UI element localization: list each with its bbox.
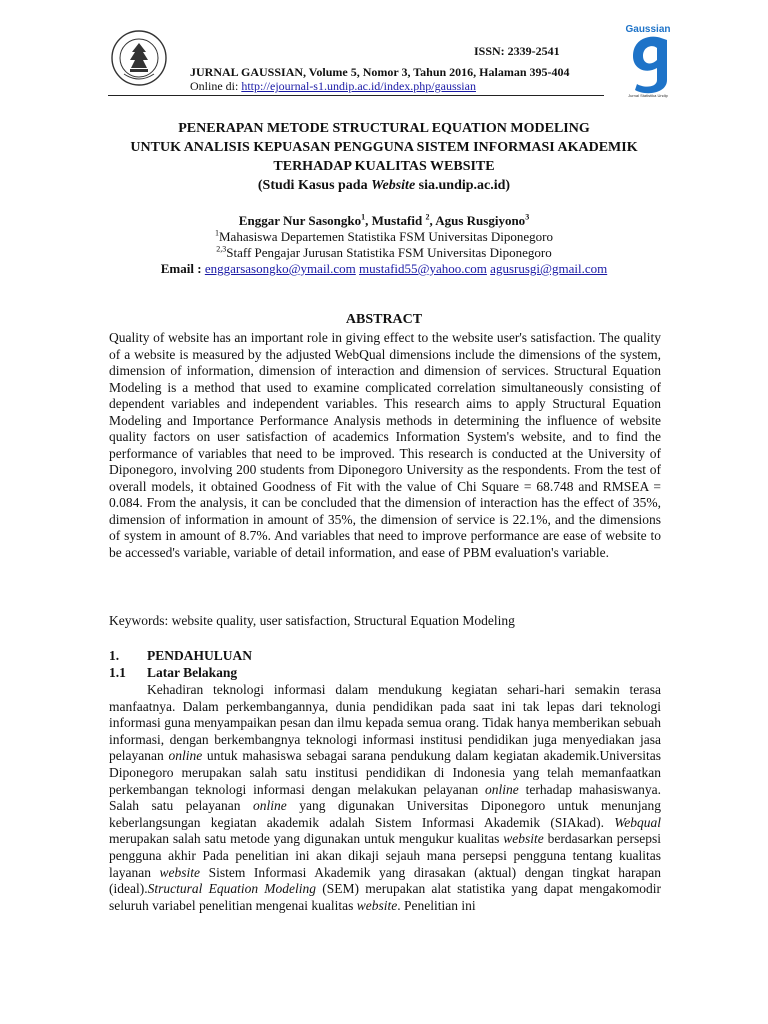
email-link-1[interactable]: enggarsasongko@ymail.com xyxy=(204,261,356,276)
keywords: Keywords: website quality, user satisfaction, Structural Equation Modeling xyxy=(109,613,515,628)
header-divider xyxy=(108,95,604,96)
abstract-heading: ABSTRACT xyxy=(345,312,423,327)
university-seal-logo xyxy=(110,28,168,92)
journal-url-link[interactable]: http://ejournal-s1.undip.ac.id/index.php/gaussian xyxy=(241,79,476,93)
logo-title: Gaussian xyxy=(625,24,671,35)
subsection-heading: 1.1 Latar Belakang xyxy=(109,665,238,680)
author-names: Enggar Nur Sasongko$^1$, Mustafid $^2$, Agus Rusgiyono$^3$ xyxy=(238,212,530,228)
email-link-3[interactable]: agusrusgi@gmail.com xyxy=(490,261,608,276)
affiliation-1: $^1$Mahasiswa Departemen Statistika FSM Universitas Diponegoro xyxy=(215,228,553,244)
gaussian-journal-logo xyxy=(621,22,675,98)
logo-subtitle: Jurnal Statistika Undip xyxy=(628,93,668,98)
title-line-4: (Studi Kasus pada Website sia.undip.ac.id) xyxy=(257,178,511,193)
affiliation-2: $^{2,3}$Staff Pengajar Jurusan Statistika FSM Universitas Diponegoro xyxy=(216,244,552,260)
title-line-2: UNTUK ANALISIS KEPUASAN PENGGUNA SISTEM INFORMASI AKADEMIK xyxy=(130,140,638,155)
authors-block xyxy=(100,213,668,277)
email-line: Email : enggarsasongko@ymail.com mustafid55@yahoo.com agusrusgi@gmail.com xyxy=(160,261,608,276)
section-heading: 1. PENDAHULUAN xyxy=(109,648,253,663)
title-line-1: PENERAPAN METODE STRUCTURAL EQUATION MODELING xyxy=(178,121,590,136)
body-paragraph: Kehadiran teknologi informasi dalam mendukung kegiatan sehari-hari semakin terasa manfaatnya. Dalam perkembangannya, dunia pendidikan pada saat ini tak lepas dari teknologi informasi guna menyampaikan pesan dan ilmu kepada semua orang. Tidak hanya memberikan sebuah informasi, dengan berkembangnya teknologi informasi institusi pendidikan juga menyediakan jasa pelayanan online untuk mahasiswa sebagai sarana pendukung dalam kegiatan akademik.Universitas Diponegoro merupakan salah satu institusi pendidikan di Indonesia yang telah memanfaatkan perkembangan teknologi informasi dengan melakukan pelayanan online terhadap mahasiswanya. Salah satu pelayanan online yang digunakan Universitas Diponegoro untuk menunjang keberlangsungan kegiatan akademik adalah Sistem Informasi Akademik (SIAkad). Webqual merupakan salah satu metode yang digunakan untuk mengukur kualitas website berdasarkan persepsi pengguna akhir Pada penelitian ini akan dikaji sejauh mana persepsi pengguna tentang kualitas layanan website Sistem Informasi Akademik yang dirasakan (aktual) dengan tingkat harapan (ideal).Structural Equation Modeling (SEM) merupakan alat statistika yang dapat mengakomodir seluruh variabel penelitian mengenai kualitas website. Penelitian ini xyxy=(109,682,661,913)
online-line xyxy=(190,79,476,94)
issn: ISSN: 2339-2541 xyxy=(474,44,560,58)
email-link-2[interactable]: mustafid55@yahoo.com xyxy=(359,261,487,276)
online-label: Online di: xyxy=(190,79,242,93)
paper-title xyxy=(100,119,668,195)
abstract-text: Quality of website has an important role in giving effect to the website user's satisfaction. The quality of a website is measured by the adjusted WebQual dimensions include the dimensions of the system, dimension of information, dimension of interaction and dimension of services. Structural Equation Modeling is a method that used to examine complicated correlation simultaneously consisting of dependent variables and independent variables. This research aims to apply Structural Equation Modeling and Importance Performance Analysis methods in determining the influence of website quality factors on user satisfaction of academics Information System's website, and to find the performance of variables that need to be improved. This research is conducted at the University of Diponegoro, involving 200 students from Diponegoro University as the respondents. From the test of overall models, it obtained Goodness of Fit with the value of Chi Square = 68.748 and RMSEA = 0.084. From the analysis, it can be concluded that the dimension of interaction has the effect of 35%, dimension of information in amount of 35%, the dimension of service is 22.1%, and the dimensions of system in amount of 8.7%. And variables that need to improve performance are ease of website to be accessed's variable, variable of detail information, and ease of PBM evaluation's variable. xyxy=(109,330,661,560)
journal-citation: JURNAL GAUSSIAN, Volume 5, Nomor 3, Tahun 2016, Halaman 395-404 xyxy=(190,65,570,79)
title-line-3: TERHADAP KUALITAS WEBSITE xyxy=(273,159,495,174)
